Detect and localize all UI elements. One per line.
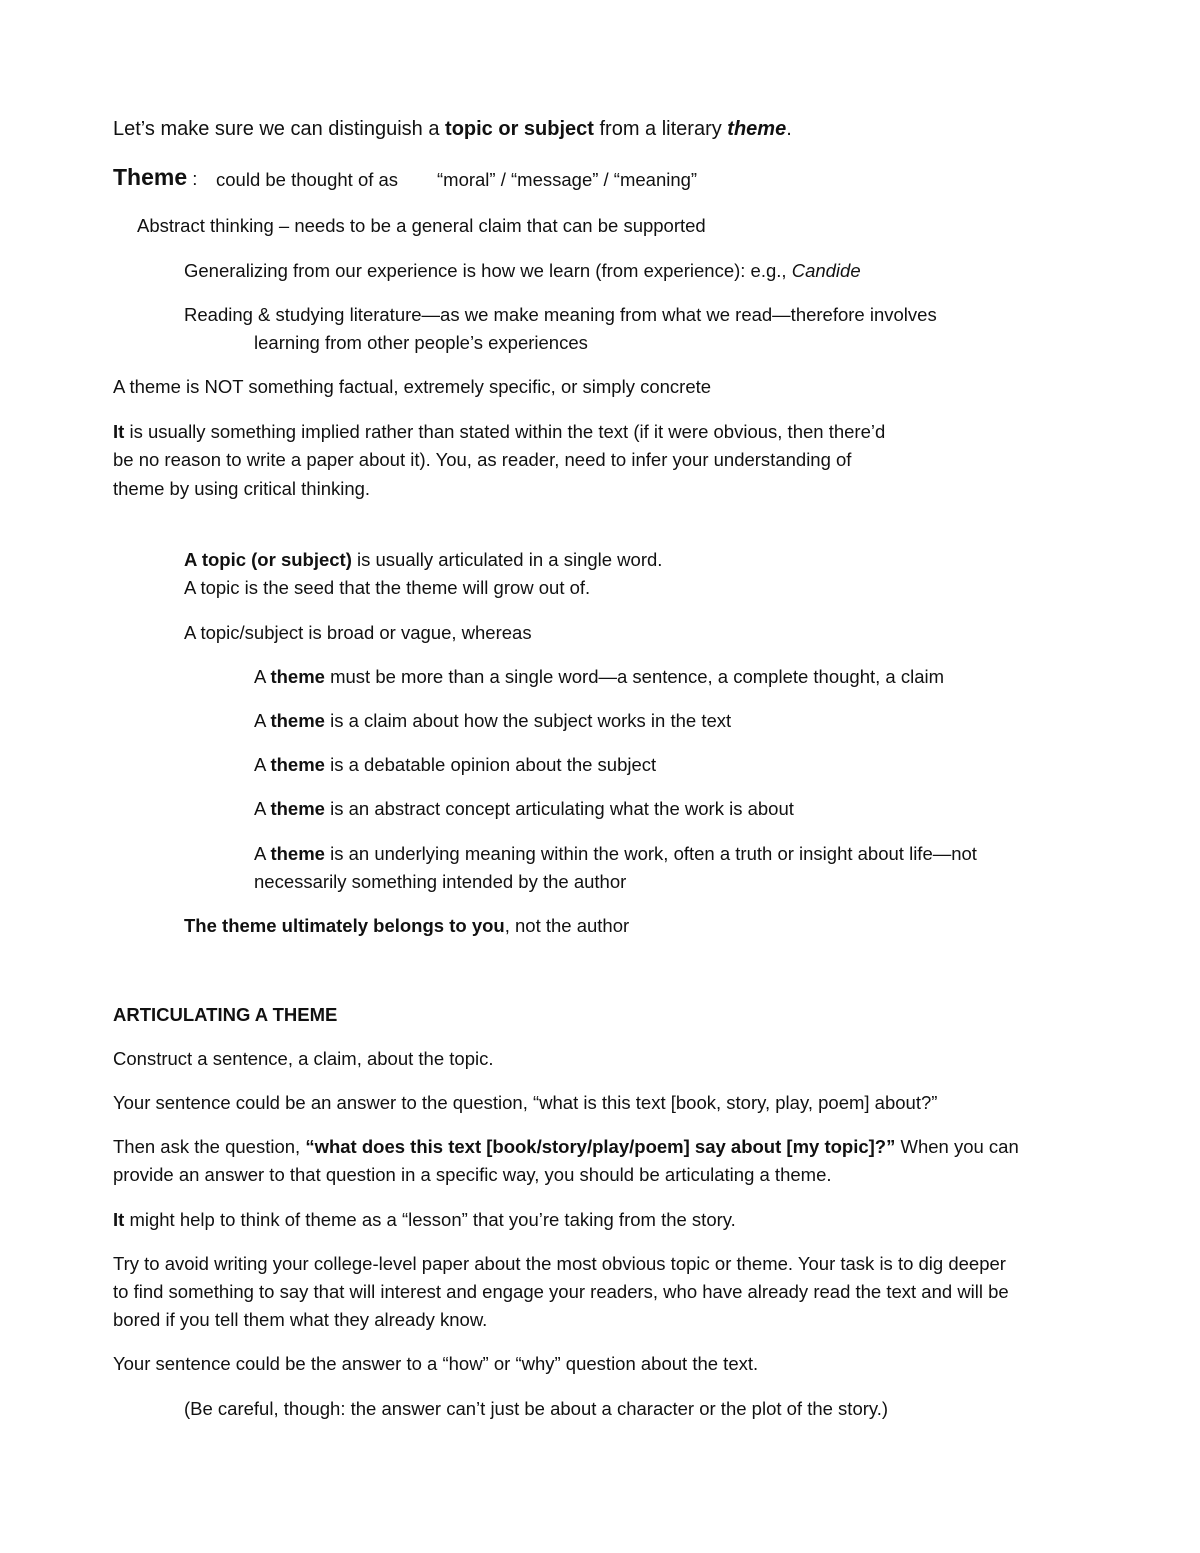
- lesson-text: might help to think of theme as a “lesson” that you’re taking from the story.: [124, 1209, 736, 1230]
- theme-colon: :: [187, 168, 198, 189]
- theme-point-1: [254, 665, 944, 689]
- belongs-line: [184, 914, 629, 938]
- then-ask-line-2: provide an answer to that question in a specific way, you should be articulating a theme.: [113, 1164, 832, 1185]
- belongs-bold: The theme ultimately belongs to you: [184, 915, 505, 936]
- theme-point-4: [254, 797, 794, 821]
- not-factual-line: A theme is NOT something factual, extremely specific, or simply concrete: [113, 376, 712, 397]
- theme-point-5: [254, 842, 977, 866]
- topic-text: is usually articulated in a single word.: [351, 549, 663, 570]
- theme-point-a: A: [254, 666, 271, 687]
- intro-line: [113, 117, 792, 141]
- reading-line-1: Reading & studying literature—as we make meaning from what we read—therefore involves: [184, 304, 937, 325]
- theme-point-text: must be more than a single word—a sentence, a complete thought, a claim: [324, 666, 945, 687]
- generalizing-text: Generalizing from our experience is how we learn (from experience): e.g.,: [184, 260, 792, 281]
- intro-text: from a literary: [593, 118, 728, 140]
- implied-line-2: be no reason to write a paper about it). You, as reader, need to infer your understanding of: [113, 449, 852, 470]
- theme-point-3: [254, 753, 656, 777]
- lesson-it-bold: It: [113, 1209, 125, 1230]
- be-careful-line: (Be careful, though: the answer can’t just be about a character or the plot of the story.): [184, 1398, 889, 1419]
- theme-point-text: is an abstract concept articulating what the work is about: [324, 798, 794, 819]
- implied-it-bold: It: [113, 421, 125, 442]
- theme-definition-line: [113, 165, 197, 191]
- implied-text: is usually something implied rather than stated within the text (if it were obvious, then there’d: [124, 421, 886, 442]
- intro-text: Let’s make sure we can distinguish a: [113, 118, 446, 140]
- theme-point-text: is a claim about how the subject works in the text: [324, 710, 732, 731]
- then-ask-line-1: [113, 1135, 1019, 1159]
- intro-theme-bold-italic: theme: [727, 118, 787, 140]
- articulating-heading: ARTICULATING A THEME: [113, 1004, 338, 1025]
- theme-point-bold: theme: [270, 754, 325, 775]
- theme-definition-text: could be thought of as: [216, 169, 399, 190]
- candide-title: Candide: [791, 260, 861, 281]
- try-avoid-line-2: to find something to say that will interest and engage your readers, who have already read the text and will be: [113, 1281, 1009, 1302]
- theme-point-a: A: [254, 710, 271, 731]
- belongs-text: , not the author: [504, 915, 630, 936]
- theme-point-5-cont: necessarily something intended by the author: [254, 871, 627, 892]
- theme-point-text: is an underlying meaning within the work, often a truth or insight about life—not: [324, 843, 977, 864]
- implied-line-3: theme by using critical thinking.: [113, 478, 371, 499]
- topic-broad-line: A topic/subject is broad or vague, whereas: [184, 622, 532, 643]
- theme-definition-quotes: “moral” / “message” / “meaning”: [437, 169, 698, 190]
- try-avoid-line-3: bored if you tell them what they already know.: [113, 1309, 488, 1330]
- how-why-line: Your sentence could be the answer to a “how” or “why” question about the text.: [113, 1353, 759, 1374]
- topic-line-1: [184, 548, 662, 572]
- theme-point-a: A: [254, 754, 271, 775]
- theme-point-bold: theme: [270, 666, 325, 687]
- generalizing-line: [184, 259, 861, 283]
- intro-period: .: [786, 118, 792, 140]
- then-ask-text-2: When you can: [895, 1136, 1019, 1157]
- try-avoid-line-1: Try to avoid writing your college-level paper about the most obvious topic or theme. Your task is to dig deeper: [113, 1253, 1006, 1274]
- theme-point-a: A: [254, 843, 271, 864]
- topic-bold: A topic (or subject): [184, 549, 352, 570]
- reading-line-2: learning from other people’s experiences: [254, 332, 588, 353]
- implied-line-1: [113, 420, 885, 444]
- theme-point-bold: theme: [270, 843, 325, 864]
- theme-point-2: [254, 709, 731, 733]
- topic-line-2: A topic is the seed that the theme will grow out of.: [184, 577, 591, 598]
- theme-point-a: A: [254, 798, 271, 819]
- theme-point-bold: theme: [270, 798, 325, 819]
- answer-question-line: Your sentence could be an answer to the question, “what is this text [book, story, play, poem] about?”: [113, 1092, 938, 1113]
- lesson-line: [113, 1208, 736, 1232]
- theme-point-bold: theme: [270, 710, 325, 731]
- then-ask-bold-question: “what does this text [book/story/play/poem] say about [my topic]?”: [305, 1136, 896, 1157]
- intro-topic-bold: topic or subject: [445, 118, 594, 140]
- construct-line: Construct a sentence, a claim, about the topic.: [113, 1048, 494, 1069]
- theme-label: Theme: [113, 164, 188, 190]
- abstract-thinking-line: Abstract thinking – needs to be a general claim that can be supported: [137, 215, 706, 236]
- theme-point-text: is a debatable opinion about the subject: [324, 754, 657, 775]
- then-ask-text: Then ask the question,: [113, 1136, 306, 1157]
